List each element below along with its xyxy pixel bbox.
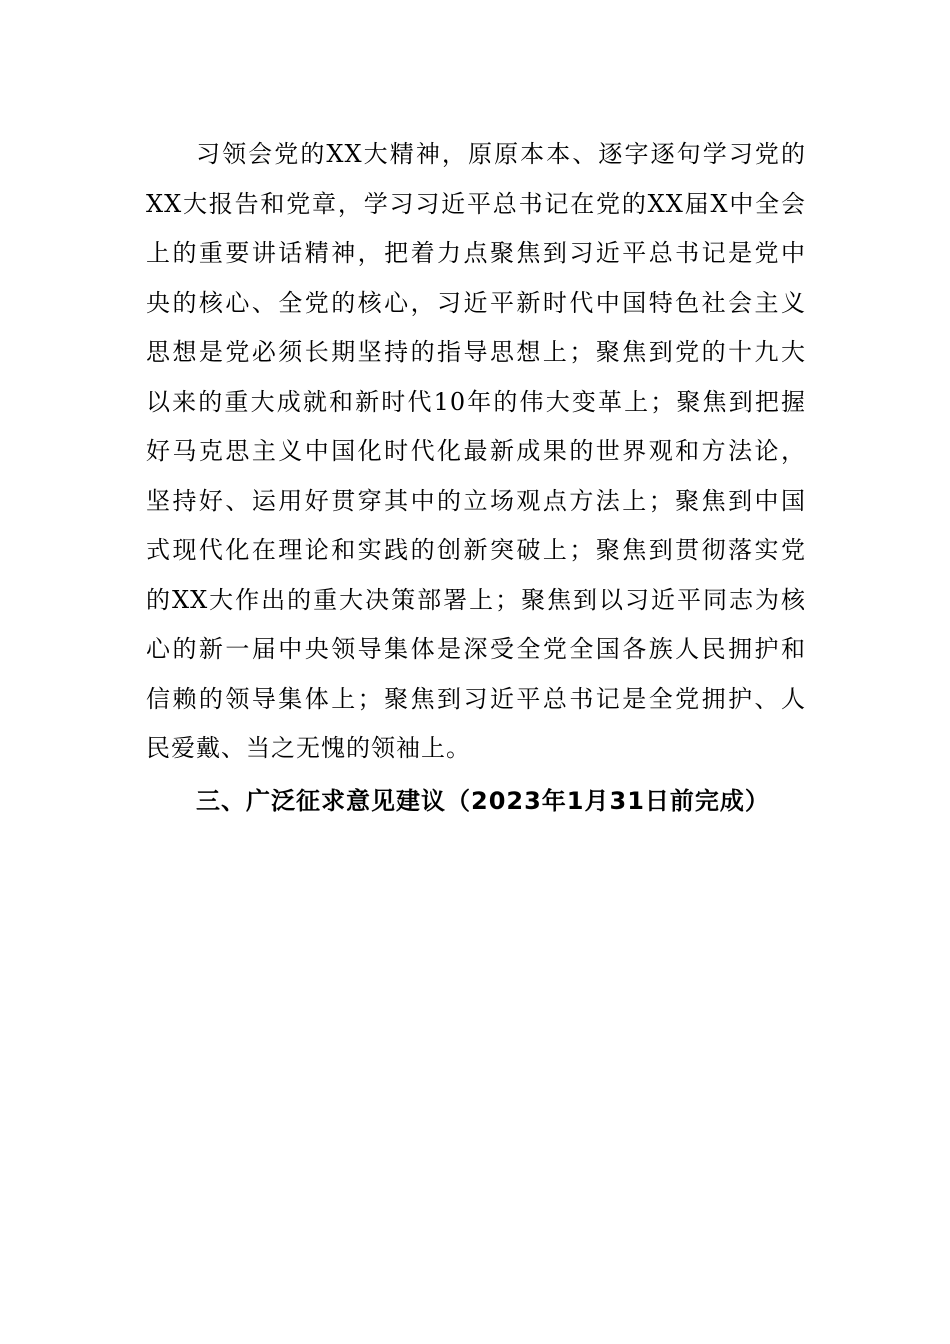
paragraph-line-12: 信赖的领导集体上；聚焦到习近平总书记是全党拥护、人: [146, 684, 806, 713]
paragraph-line-8: 坚持好、运用好贯穿其中的立场观点方法上；聚焦到中国: [146, 486, 806, 515]
paragraph-line-11: 心的新一届中央领导集体是深受全党全国各族人民拥护和: [146, 635, 806, 663]
section-heading: 三、广泛征求意见建议（2023年1月31日前完成）: [196, 787, 770, 815]
paragraph-line-1: 习领会党的XX大精神，原原本本、逐字逐句学习党的: [196, 140, 806, 168]
paragraph-line-10: 的XX大作出的重大决策部署上；聚焦到以习近平同志为核: [146, 585, 806, 614]
paragraph-line-7: 好马克思主义中国化时代化最新成果的世界观和方法论，: [146, 437, 806, 465]
paragraph-line-13: 民爱戴、当之无愧的领袖上。: [146, 734, 471, 762]
paragraph-line-3: 上的重要讲话精神，把着力点聚焦到习近平总书记是党中: [146, 239, 806, 267]
paragraph-line-4: 央的核心、全党的核心，习近平新时代中国特色社会主义: [146, 288, 806, 317]
body-paragraph: [146, 130, 806, 774]
paragraph-line-5: 思想是党必须长期坚持的指导思想上；聚焦到党的十九大: [146, 338, 806, 366]
paragraph-line-2: XX大报告和党章，学习习近平总书记在党的XX届X中全会: [146, 189, 806, 218]
paragraph-line-6: 以来的重大成就和新时代10年的伟大变革上；聚焦到把握: [146, 387, 806, 416]
paragraph-line-9: 式现代化在理论和实践的创新突破上；聚焦到贯彻落实党: [146, 536, 806, 564]
